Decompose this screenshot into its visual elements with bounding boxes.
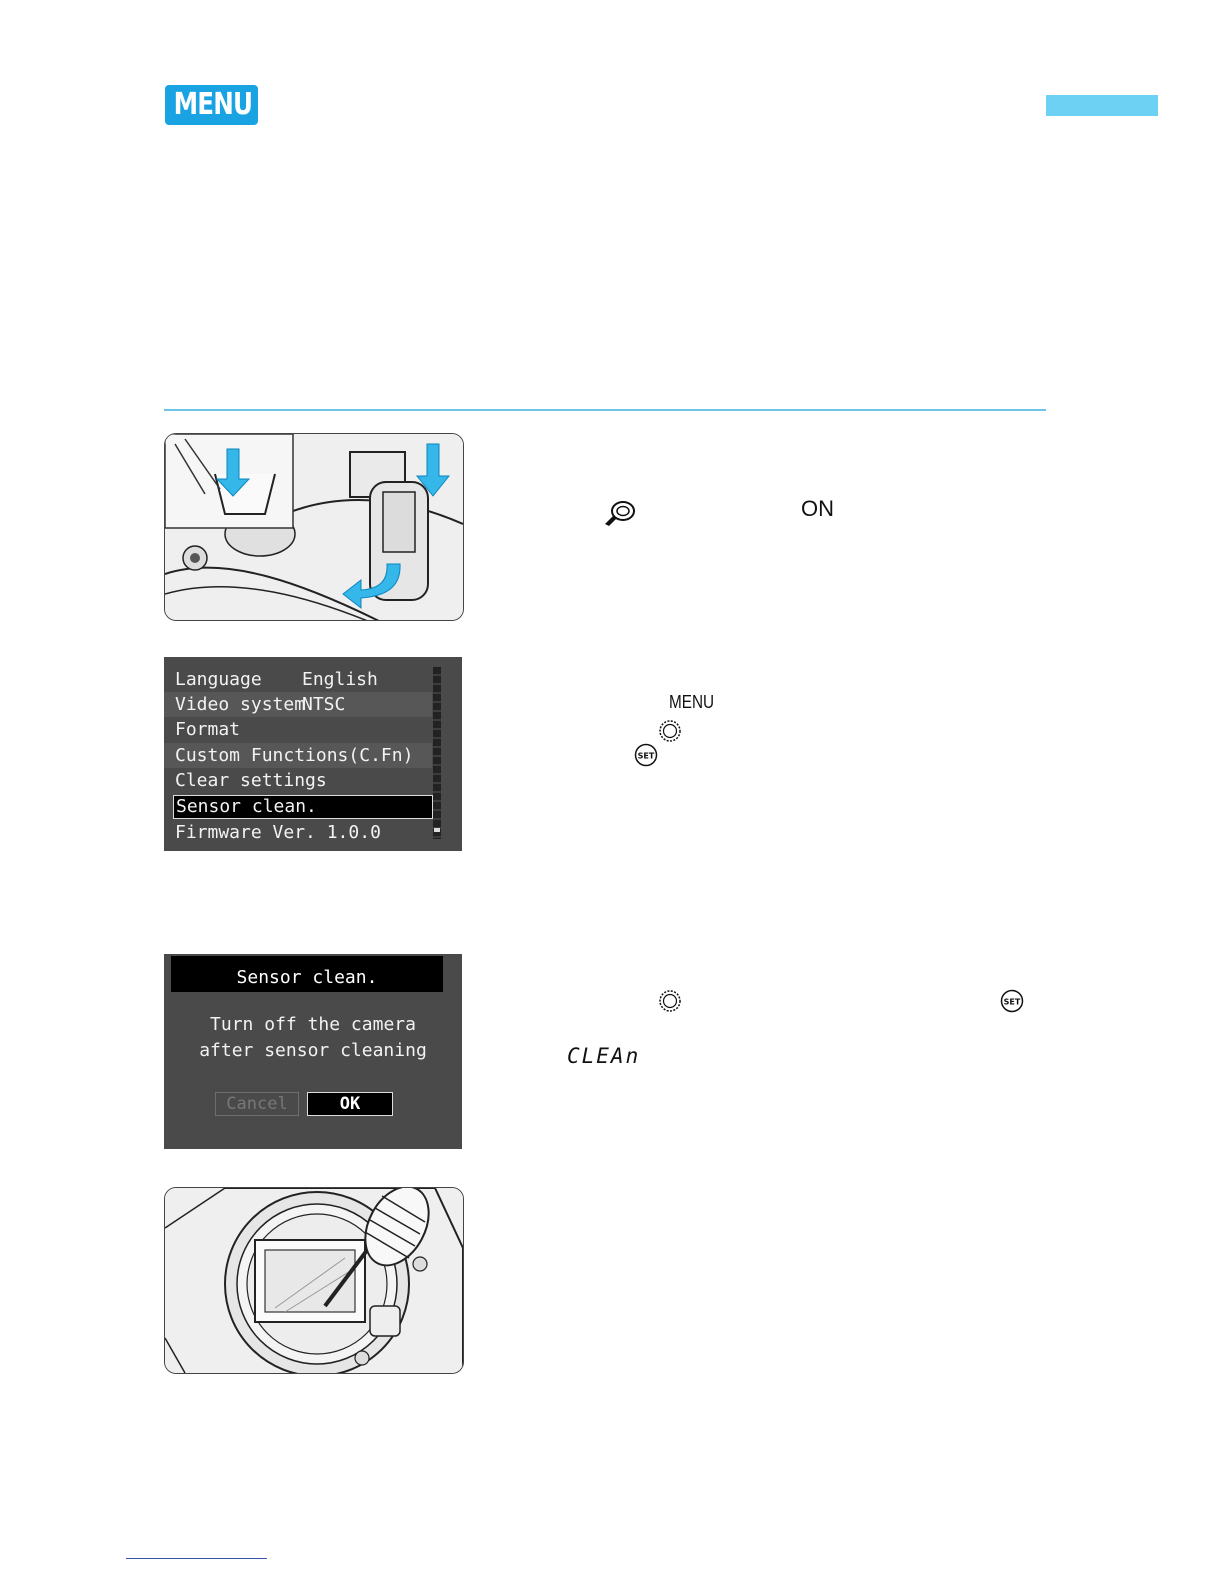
svg-text:SET: SET (637, 751, 655, 761)
menu-row[interactable]: Clear settings (175, 770, 327, 791)
sensor-clean-dialog (164, 954, 462, 1149)
battery-insert-illustration (164, 433, 464, 621)
set-button-icon (1000, 989, 1024, 1013)
setup-menu-screen (164, 657, 462, 851)
section-divider (164, 409, 1046, 411)
section-tab (1046, 95, 1158, 116)
dialog-title: Sensor clean. (171, 956, 443, 992)
lcd-clean-readout: CLEAn (567, 1044, 641, 1068)
quick-control-dial-icon (658, 719, 682, 743)
menu-row[interactable]: Video system NTSC (164, 692, 432, 717)
menu-row[interactable]: Language English (175, 669, 378, 690)
svg-text:SET: SET (1003, 997, 1021, 1007)
menu-row[interactable]: Custom Functions(C.Fn) (164, 743, 432, 768)
menu-badge: MENU (165, 85, 258, 125)
menu-scrollbar[interactable] (433, 667, 441, 839)
lens-cleaning-icon (603, 499, 637, 527)
menu-row[interactable]: Firmware Ver. 1.0.0 (175, 822, 381, 843)
ok-button[interactable]: OK (307, 1092, 393, 1116)
dialog-message: Turn off the camera (210, 1014, 416, 1035)
sensor-blower-illustration (164, 1187, 464, 1374)
menu-row[interactable]: Format (175, 719, 241, 740)
cancel-button[interactable]: Cancel (215, 1092, 299, 1116)
dialog-message: after sensor cleaning (199, 1040, 427, 1061)
scrollbar-thumb[interactable] (434, 828, 440, 832)
menu-button-label: MENU (669, 692, 715, 712)
footer-link-underline (126, 1558, 267, 1559)
power-on-label: ON (801, 496, 834, 521)
menu-row-selected[interactable]: Sensor clean. (173, 795, 433, 819)
set-button-icon (634, 743, 658, 767)
quick-control-dial-icon (658, 989, 682, 1013)
